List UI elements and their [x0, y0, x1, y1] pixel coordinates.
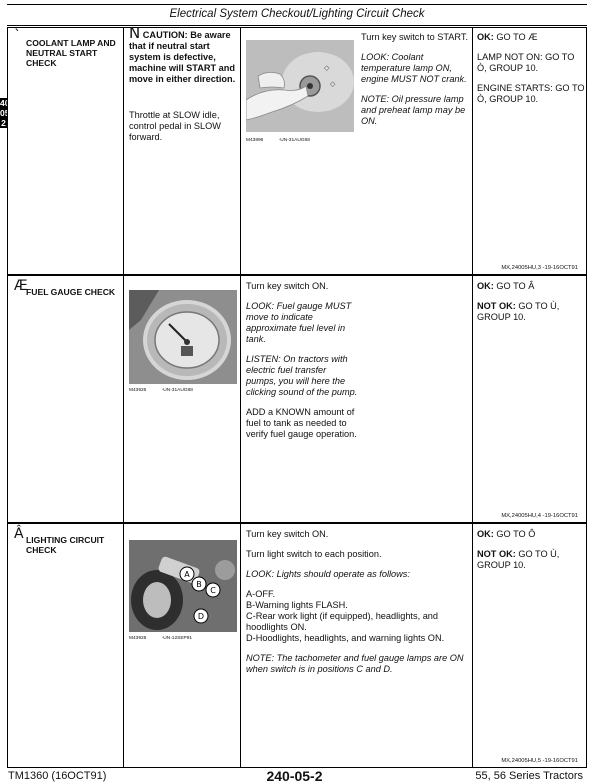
side-tab-line-3: 2	[1, 118, 6, 128]
check-section-coolant	[7, 24, 587, 275]
svg-text:◇: ◇	[324, 64, 330, 72]
procedure-steps	[246, 281, 358, 449]
fuel-gauge-photo	[129, 290, 237, 384]
reference-code: MX,24005HU,4 -19-16OCT91	[501, 513, 578, 519]
result-text: GO TO Ù, GROUP 10.	[477, 301, 560, 322]
side-tab-line-2: 05	[0, 108, 10, 118]
result-text: GO TO Æ	[493, 32, 538, 42]
step-text: Turn key switch ON.	[246, 529, 329, 539]
figure-number: M43928	[129, 636, 147, 641]
side-tab-line-1: 40	[0, 98, 10, 108]
caution-block	[129, 24, 237, 85]
figure-code: -UN-12SEP91	[161, 636, 193, 641]
result-text: GO TO Â	[493, 281, 535, 291]
caution-text: CAUTION: Be aware that if neutral start system is defective, machine will START and move in either direction.	[129, 30, 236, 84]
result-label: NOT OK:	[477, 549, 516, 559]
result-text: LAMP NOT ON: GO TO Ò, GROUP 10.	[477, 52, 575, 73]
reference-code: MX,24005HU,5 -19-16OCT91	[501, 758, 578, 764]
results-column	[477, 281, 585, 332]
switch-label-c: C	[210, 586, 216, 595]
step-text: Turn light switch to each position.	[246, 549, 382, 559]
result-label: OK:	[477, 281, 494, 291]
step-text: ADD a KNOWN amount of fuel to tank as needed to verify fuel gauge operation.	[246, 407, 357, 439]
figure-code: -UN-31AUG88	[278, 138, 310, 143]
check-section-fuel-gauge	[7, 275, 587, 523]
step-text: LOOK: Fuel gauge MUST move to indicate approximate fuel level in tank.	[246, 301, 352, 344]
figure-caption-2	[129, 388, 193, 393]
light-switch-photo	[129, 540, 237, 632]
figure-caption-1	[246, 138, 310, 143]
section-title-lighting: LIGHTING CIRCUIT CHECK	[26, 535, 105, 555]
section-side-tab	[0, 98, 10, 128]
header-title: Electrical System Checkout/Lighting Circuit Check	[169, 8, 425, 20]
footer-left: TM1360 (16OCT91)	[8, 770, 107, 782]
result-text: ENGINE STARTS: GO TO Ò, GROUP 10.	[477, 83, 585, 104]
switch-label-d: D	[197, 612, 205, 621]
footer-page-number: 240-05-2	[266, 768, 323, 784]
page-header	[7, 4, 587, 26]
result-label: NOT OK:	[477, 301, 516, 311]
step-marker-1: `	[14, 28, 21, 44]
procedure-steps	[361, 32, 469, 136]
caution-glyph: N	[129, 24, 141, 42]
step-text: A-OFF. B-Warning lights FLASH. C-Rear work light (if equipped), headlights, and hoodlights ON. D-Hoodlights, headlights, and warning lights ON.	[246, 589, 445, 643]
step-text: LISTEN: On tractors with electric fuel transfer pumps, you will here the clicking sound of the pump.	[246, 354, 358, 397]
switch-label-b: B	[196, 580, 202, 589]
figure-caption-3	[129, 636, 192, 641]
section-title-coolant: COOLANT LAMP AND NEUTRAL START CHECK	[26, 38, 116, 68]
step-text: NOTE: Oil pressure lamp and preheat lamp may be ON.	[361, 94, 466, 126]
step-text: NOTE: The tachometer and fuel gauge lamps are ON when switch is in positions C and D.	[246, 653, 464, 674]
results-column	[477, 32, 585, 114]
result-text: GO TO Ô	[493, 529, 536, 539]
result-label: OK:	[477, 529, 494, 539]
key-switch-photo	[246, 40, 354, 132]
procedure-steps	[246, 529, 468, 684]
step-text: Turn key switch ON.	[246, 281, 329, 291]
figure-number: M43926	[129, 388, 147, 393]
step-text: LOOK: Coolant temperature lamp ON, engine MUST NOT crank.	[361, 52, 467, 84]
results-column	[477, 529, 585, 580]
figure-code: -UN-31AUG88	[161, 388, 193, 393]
reference-code: MX,24005HU,3 -19-16OCT91	[501, 265, 578, 271]
figure-number: M43896	[246, 138, 264, 143]
step-marker-2: Æ	[14, 278, 28, 294]
footer-right: 55, 56 Series Tractors	[475, 770, 583, 782]
setup-note: Throttle at SLOW idle, control pedal in SLOW forward.	[129, 110, 221, 142]
check-section-lighting	[7, 523, 587, 768]
step-text: LOOK: Lights should operate as follows:	[246, 569, 410, 579]
section-title-fuel-gauge: FUEL GAUGE CHECK	[26, 287, 116, 297]
step-marker-3: Â	[14, 526, 24, 542]
switch-label-a: A	[184, 570, 190, 579]
result-text: GO TO Ù, GROUP 10.	[477, 549, 560, 570]
result-label: OK:	[477, 32, 494, 42]
svg-text:◇: ◇	[330, 80, 336, 88]
step-text: Turn key switch to START.	[361, 32, 469, 42]
